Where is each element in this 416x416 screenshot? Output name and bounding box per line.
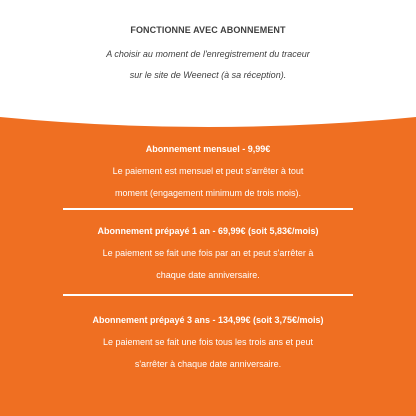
plan-monthly-title: Abonnement mensuel - 9,99€ xyxy=(145,144,271,154)
plan-yearly-desc-line-2: chaque date anniversaire. xyxy=(156,270,260,280)
subtitle-line-1: A choisir au moment de l'enregistrement du traceur xyxy=(106,49,310,59)
plan-3year-desc-line-2: s'arrêter à chaque date anniversaire. xyxy=(134,359,282,369)
plan-3year-title: Abonnement prépayé 3 ans - 134,99€ (soit 3,75€/mois) xyxy=(92,315,324,325)
divider-2 xyxy=(63,294,353,296)
divider-1 xyxy=(63,208,353,210)
subtitle-line-2: sur le site de Weenect (à sa réception). xyxy=(129,70,287,80)
plan-yearly-desc-line-1: Le paiement se fait une fois par an et peut s'arrêter à xyxy=(102,248,314,258)
plan-monthly-desc-line-2: moment (engagement minimum de trois mois). xyxy=(114,188,302,198)
plan-yearly-title: Abonnement prépayé 1 an - 69,99€ (soit 5,83€/mois) xyxy=(97,226,319,236)
page-title: FONCTIONNE AVEC ABONNEMENT xyxy=(130,25,286,35)
plan-monthly-desc-line-1: Le paiement est mensuel et peut s'arrêter à tout xyxy=(112,166,304,176)
plan-3year-desc-line-1: Le paiement se fait une fois tous les trois ans et peut xyxy=(102,337,314,347)
